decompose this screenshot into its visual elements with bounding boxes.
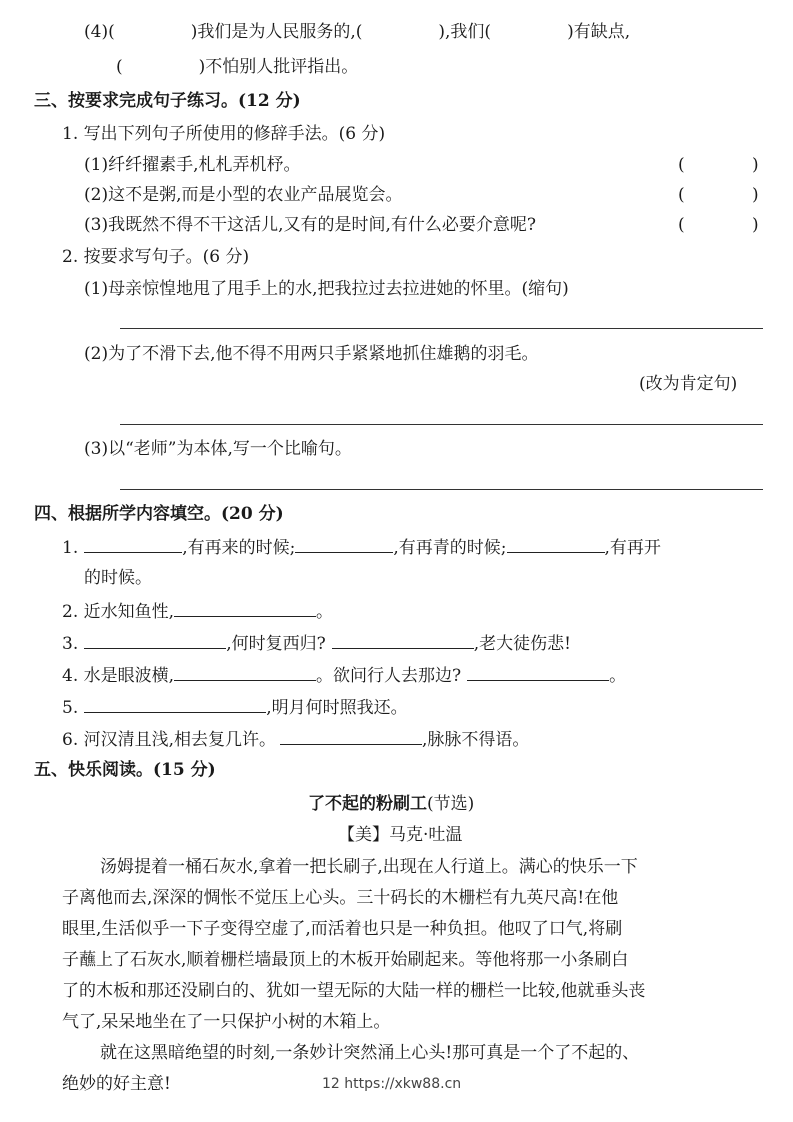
rhetoric-item-2: (2)这不是粥,而是小型的农业产品展览会。: [84, 185, 403, 205]
fill-blank[interactable]: [174, 662, 316, 681]
answer-paren-1-close: ): [752, 155, 759, 175]
poem-fill-6: 6. 河汉清且浅,相去复几许。 ,脉脉不得语。: [62, 726, 529, 750]
rhetoric-item-3: (3)我既然不得不干这活儿,又有的是时间,有什么必要介意呢?: [84, 215, 537, 235]
page-number: 12: [322, 1076, 340, 1092]
passage-title: [308, 792, 474, 816]
answer-paren-2[interactable]: (: [678, 185, 685, 205]
footer-url: https://xkw88.cn: [344, 1076, 462, 1092]
fill-blank[interactable]: [84, 694, 266, 713]
passage-line: 子蘸上了石灰水,顺着栅栏墙最顶上的木板开始刷起来。等他将那一小条刷白: [62, 950, 629, 970]
q4-text-a: (4)(: [84, 22, 115, 42]
section-3-heading: 三、按要求完成句子练习。(12 分): [34, 91, 301, 111]
answer-paren-1[interactable]: (: [678, 155, 685, 175]
q4-text-e: (: [116, 57, 123, 77]
fill-blank[interactable]: [295, 534, 393, 553]
passage-line: 绝妙的好主意!: [62, 1074, 171, 1094]
part-1-title: 1. 写出下列句子所使用的修辞手法。(6 分): [62, 124, 386, 144]
passage-title-text: 了不起的粉刷工: [308, 794, 427, 814]
answer-paren-3[interactable]: (: [678, 215, 685, 235]
rhetoric-item-1: (1)纤纤擢素手,札札弄机杼。: [84, 155, 301, 175]
answer-paren-3-close: ): [752, 215, 759, 235]
passage-line: 汤姆提着一桶石灰水,拿着一把长刷子,出现在人行道上。满心的快乐一下: [100, 857, 638, 877]
poem-fill-1-cont: 的时候。: [84, 568, 152, 588]
rewrite-question-1: (1)母亲惊惶地甩了甩手上的水,把我拉过去拉进她的怀里。(缩句): [84, 279, 569, 299]
q4-text-f: )不怕别人批评指出。: [198, 57, 359, 77]
rewrite-question-3: (3)以“老师”为本体,写一个比喻句。: [84, 439, 352, 459]
passage-line: 眼里,生活似乎一下子变得空虚了,而活着也只是一种负担。他叹了口气,将刷: [62, 919, 623, 939]
page-footer: [322, 1076, 461, 1092]
answer-line-2[interactable]: [120, 424, 763, 425]
passage-title-note: (节选): [427, 794, 475, 814]
poem-fill-2: 2. 近水知鱼性, 。: [62, 598, 333, 622]
fill-blank[interactable]: [332, 630, 474, 649]
q4-text-b: )我们是为人民服务的,(: [190, 22, 363, 42]
rewrite-question-2: (2)为了不滑下去,他不得不用两只手紧紧地抓住雄鹅的羽毛。: [84, 344, 539, 364]
passage-line: 了的木板和那还没刷白的、犹如一望无际的大陆一样的栅栏一比较,他就垂头丧: [62, 981, 646, 1001]
poem-fill-5: 5. ,明月何时照我还。: [62, 694, 408, 718]
fill-blank[interactable]: [174, 598, 316, 617]
fill-blank[interactable]: [280, 726, 422, 745]
poem-fill-4: 4. 水是眼波横, 。欲问行人去那边? 。: [62, 662, 626, 686]
q4-text-d: )有缺点,: [567, 22, 631, 42]
passage-line: 气了,呆呆地坐在了一只保护小树的木箱上。: [62, 1012, 391, 1032]
fill-blank[interactable]: [467, 662, 609, 681]
passage-author: 【美】马克·吐温: [338, 825, 463, 845]
section-5-heading: 五、快乐阅读。(15 分): [34, 760, 216, 780]
part-2-title: 2. 按要求写句子。(6 分): [62, 247, 250, 267]
passage-line: 子离他而去,深深的惆怅不觉压上心头。三十码长的木栅栏有九英尺高!在他: [62, 888, 619, 908]
fill-blank[interactable]: [84, 630, 226, 649]
fill-blank[interactable]: [84, 534, 182, 553]
poem-fill-3: 3. ,何时复西归? ,老大徒伤悲!: [62, 630, 571, 654]
fill-question-4: [84, 20, 630, 44]
rewrite-question-2-note: (改为肯定句): [639, 374, 738, 394]
answer-line-1[interactable]: [120, 328, 763, 329]
answer-paren-2-close: ): [752, 185, 759, 205]
fill-blank[interactable]: [507, 534, 605, 553]
fill-question-4-cont: [116, 55, 358, 79]
section-4-heading: 四、根据所学内容填空。(20 分): [34, 504, 284, 524]
poem-fill-1: 1. ,有再来的时候; ,有再青的时候; ,有再开: [62, 534, 661, 558]
passage-line: 就在这黑暗绝望的时刻,一条妙计突然涌上心头!那可真是一个了不起的、: [100, 1043, 640, 1063]
q4-text-c: ),我们(: [438, 22, 492, 42]
answer-line-3[interactable]: [120, 489, 763, 490]
